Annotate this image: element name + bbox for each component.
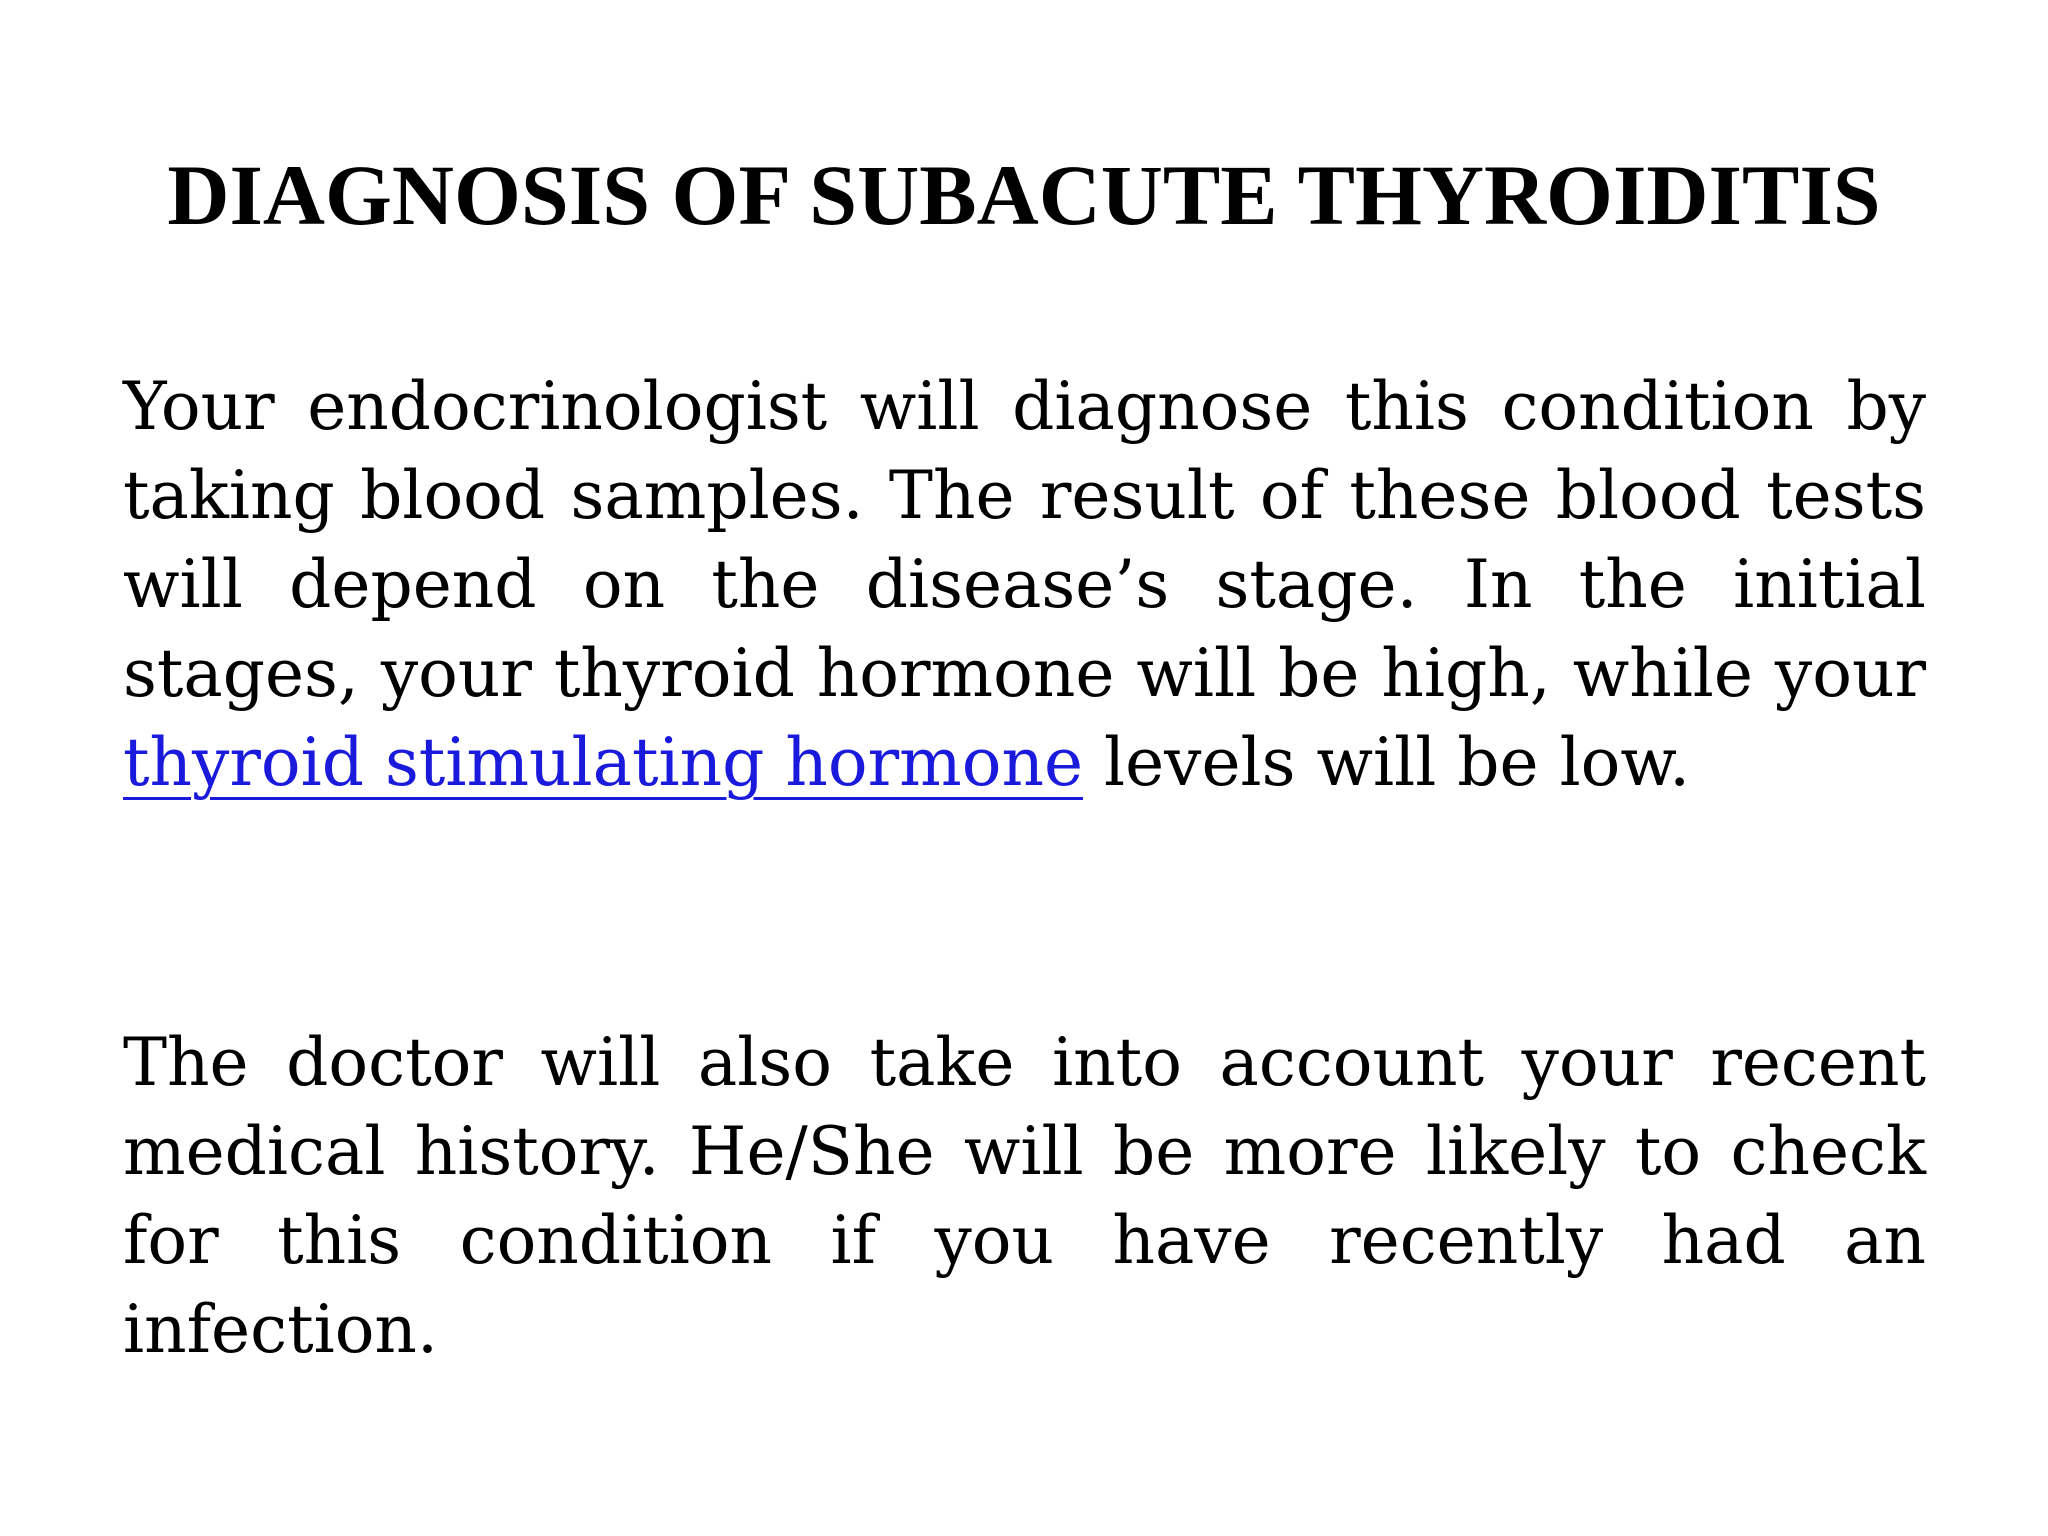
paragraph-medical-history: The doctor will also take into account your recent medical history. He/She will be more likely to check for this condition if you have recently had an infection. <box>123 1024 1926 1368</box>
tsh-link[interactable]: thyroid stimulating hormone <box>123 724 1084 801</box>
paragraph-blood-tests <box>123 362 1926 807</box>
paragraph-text: Your endocrinologist will diagnose this condition by taking blood samples. The result of these blood tests will depend on the disease’s stage. In the initial stages, your thyroid hormone will be high, while your <box>123 368 1926 712</box>
slide-title: DIAGNOSIS OF SUBACUTE THYROIDITIS <box>167 147 1881 243</box>
paragraph-text: levels will be low. <box>1083 724 1691 801</box>
